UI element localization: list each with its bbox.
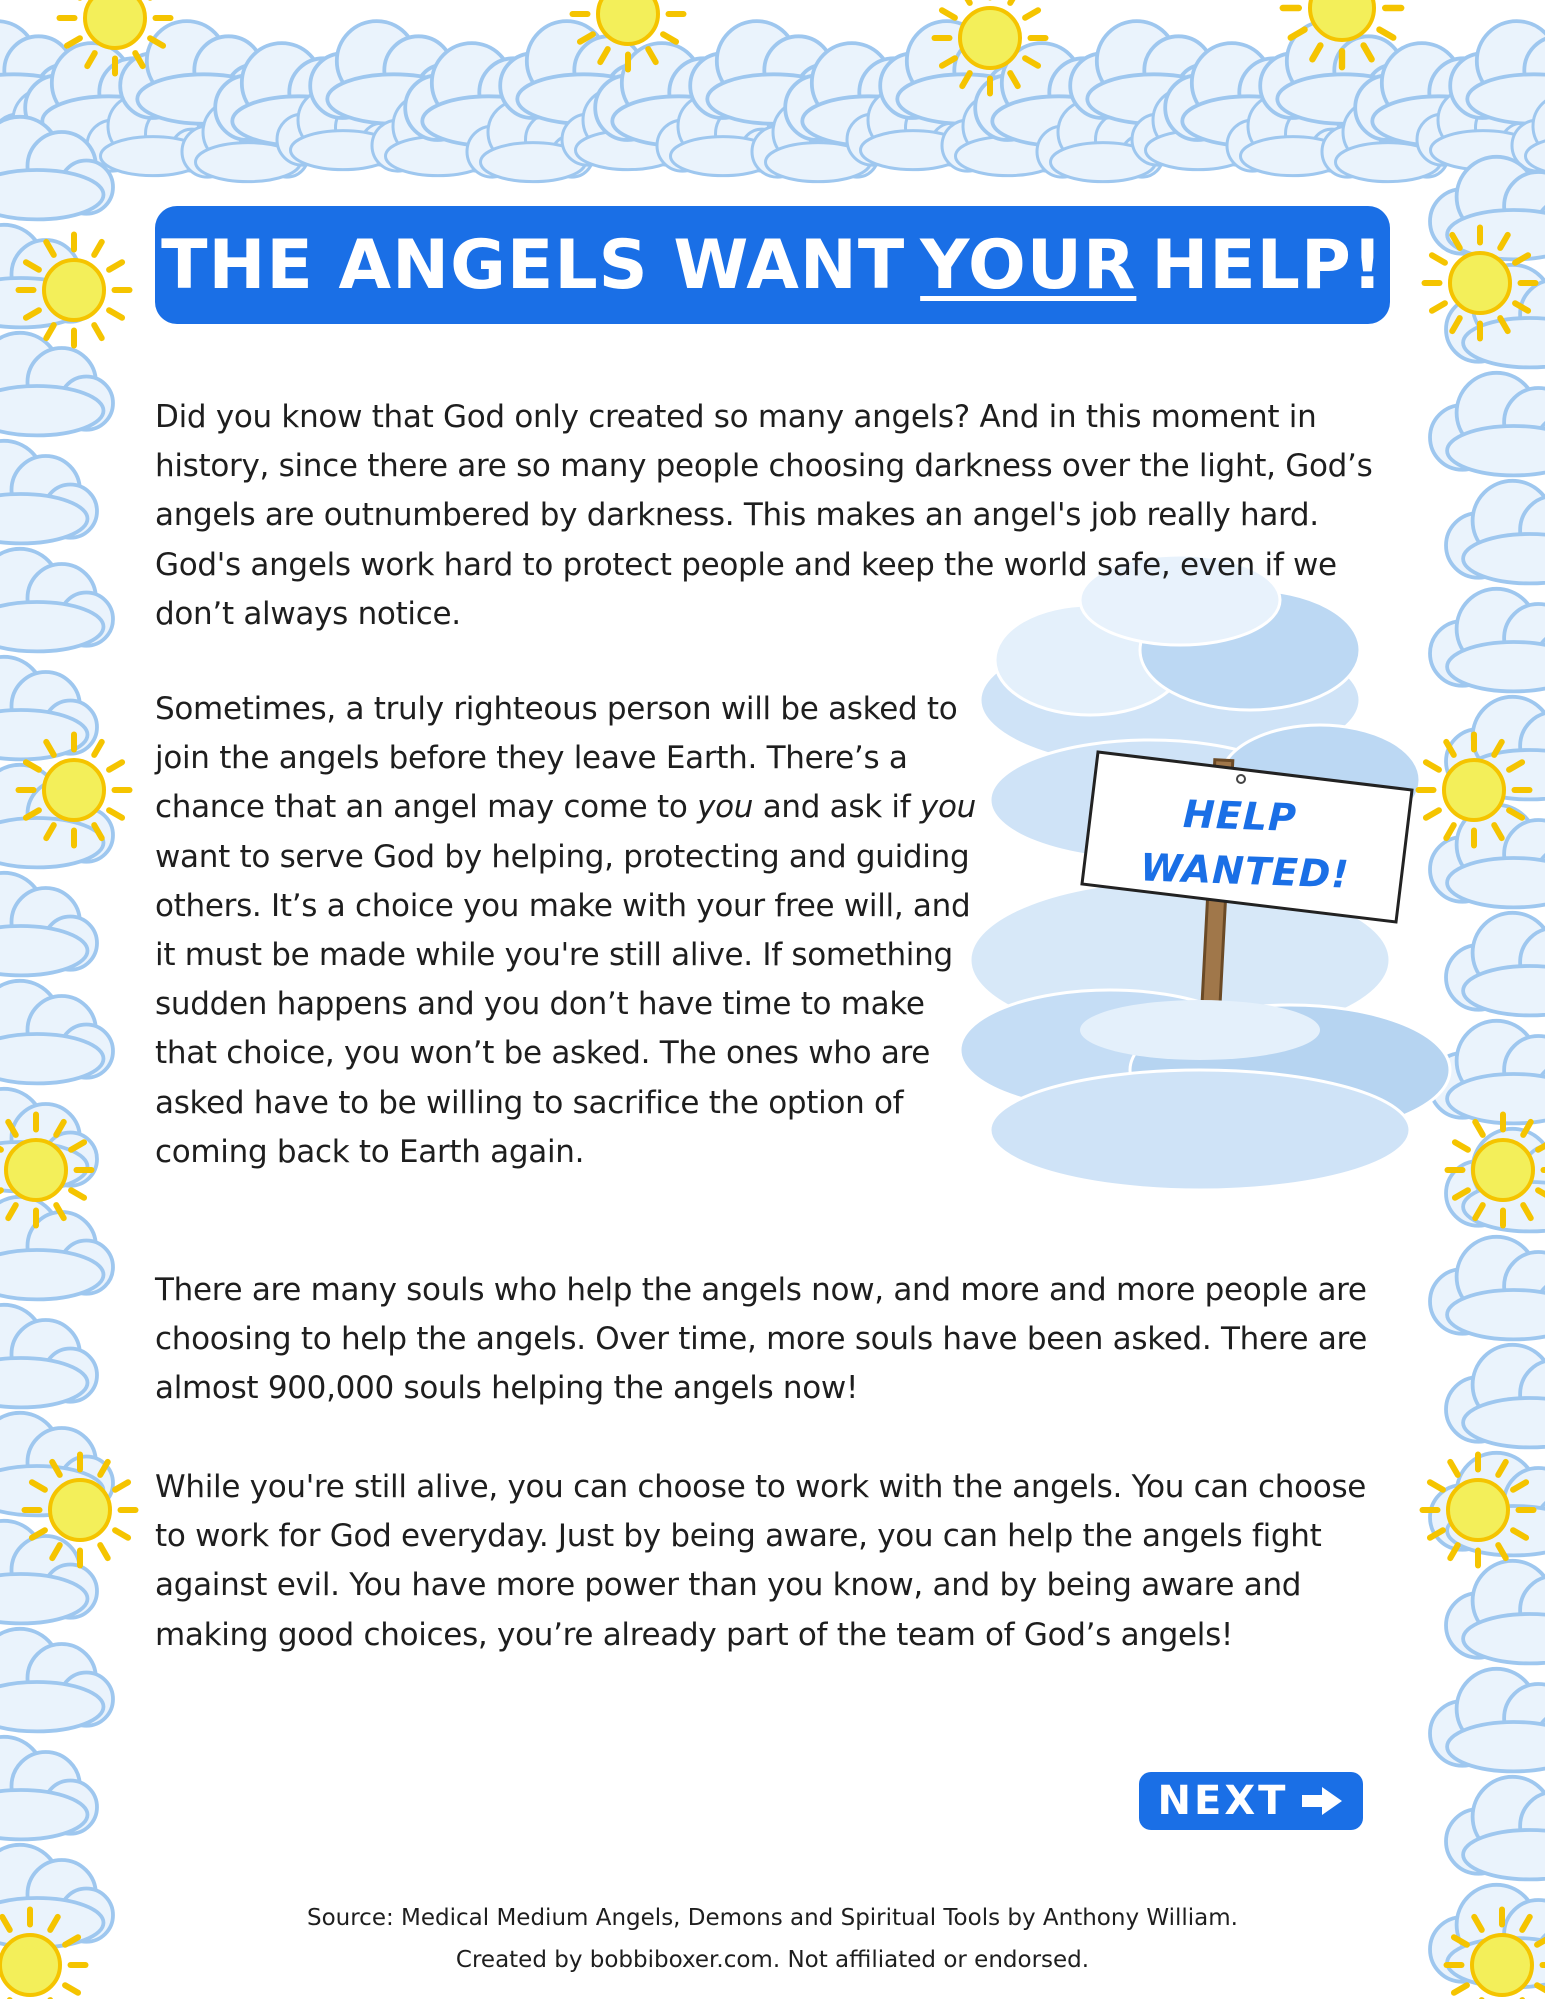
cloud-decoration — [0, 1629, 113, 1732]
cloud-decoration — [1446, 1561, 1545, 1664]
paragraph-angels-outnumbered: Did you know that God only created so many angels? And in this moment in history, since there are so many people choosing darkness over the light, God’s angels are outnumbered by darkness. This makes an angel's job really hard. God's angels work hard to protect people and keep the world safe, even if we don’t always notice. — [155, 399, 1373, 632]
cloud-decoration — [0, 1197, 113, 1300]
right-arrow-icon — [1300, 1785, 1344, 1817]
p2-emphasis-you-2: you — [919, 789, 976, 826]
title-prefix: THE ANGELS WANT — [161, 225, 906, 305]
cloud-decoration — [1430, 1669, 1545, 1772]
cloud-decoration — [0, 549, 113, 652]
cloud-decoration — [0, 981, 113, 1084]
page-title — [155, 206, 1390, 324]
cloud-decoration — [0, 873, 97, 976]
p2-text-c: want to serve God by helping, protecting and guiding others. It’s a choice you make with your free will, and it must be made while you're still alive. If something sudden happens and you don’t have time to make that choice, you won’t be asked. The ones who are asked have to be willing to sacrifice the option of coming back to Earth again. — [155, 838, 971, 1170]
cloud-decoration — [0, 333, 113, 436]
sign-text-wanted: WANTED! — [1139, 845, 1351, 897]
cloud-decoration — [1430, 373, 1545, 476]
next-button[interactable] — [1139, 1772, 1363, 1830]
cloud-decoration — [1430, 589, 1545, 692]
cloud-decoration — [1430, 157, 1545, 260]
p2-text-b: and ask if — [753, 789, 920, 826]
paragraph-join-the-angels — [155, 685, 990, 1177]
cloud-decoration — [1430, 1237, 1545, 1340]
cloud-decoration — [0, 1845, 113, 1948]
cloud-decoration — [1450, 21, 1545, 124]
cloud-decoration — [1446, 1345, 1545, 1448]
cloud-decoration — [0, 1737, 97, 1840]
p2-text-a: Sometimes, a truly righteous person will be asked to join the angels before they leave Earth. There’s a chance that an angel may come to — [155, 691, 958, 826]
cloud-decoration — [1430, 805, 1545, 908]
title-emphasis: YOUR — [920, 225, 1137, 305]
cloud-decoration — [1446, 913, 1545, 1016]
title-suffix: HELP! — [1151, 225, 1384, 305]
sign-text-help: HELP — [1182, 792, 1298, 840]
footer-source: Source: Medical Medium Angels, Demons and Spiritual Tools by Anthony William. — [306, 1905, 1238, 1931]
cloud-decoration — [1446, 481, 1545, 584]
cloud-decoration — [1446, 1777, 1545, 1880]
footer-credit: Created by bobbiboxer.com. Not affiliated or endorsed. — [455, 1947, 1090, 1973]
paragraph-work-with-angels: While you're still alive, you can choose to work with the angels. You can choose to work for God everyday. Just by being aware, you can help the angels fight against evil. You have more power than you know, and by being aware and making good choices, you’re already part of the team of God’s angels! — [155, 1469, 1367, 1653]
next-button-label: NEXT — [1157, 1778, 1289, 1824]
p2-emphasis-you-1: you — [697, 789, 754, 826]
cloud-decoration — [0, 441, 97, 544]
cloud-decoration — [0, 1305, 97, 1408]
paragraph-souls-helping: There are many souls who help the angels now, and more and more people are choosing to help the angels. Over time, more souls have been asked. There are almost 900,000 souls helping the angels now! — [155, 1272, 1368, 1407]
